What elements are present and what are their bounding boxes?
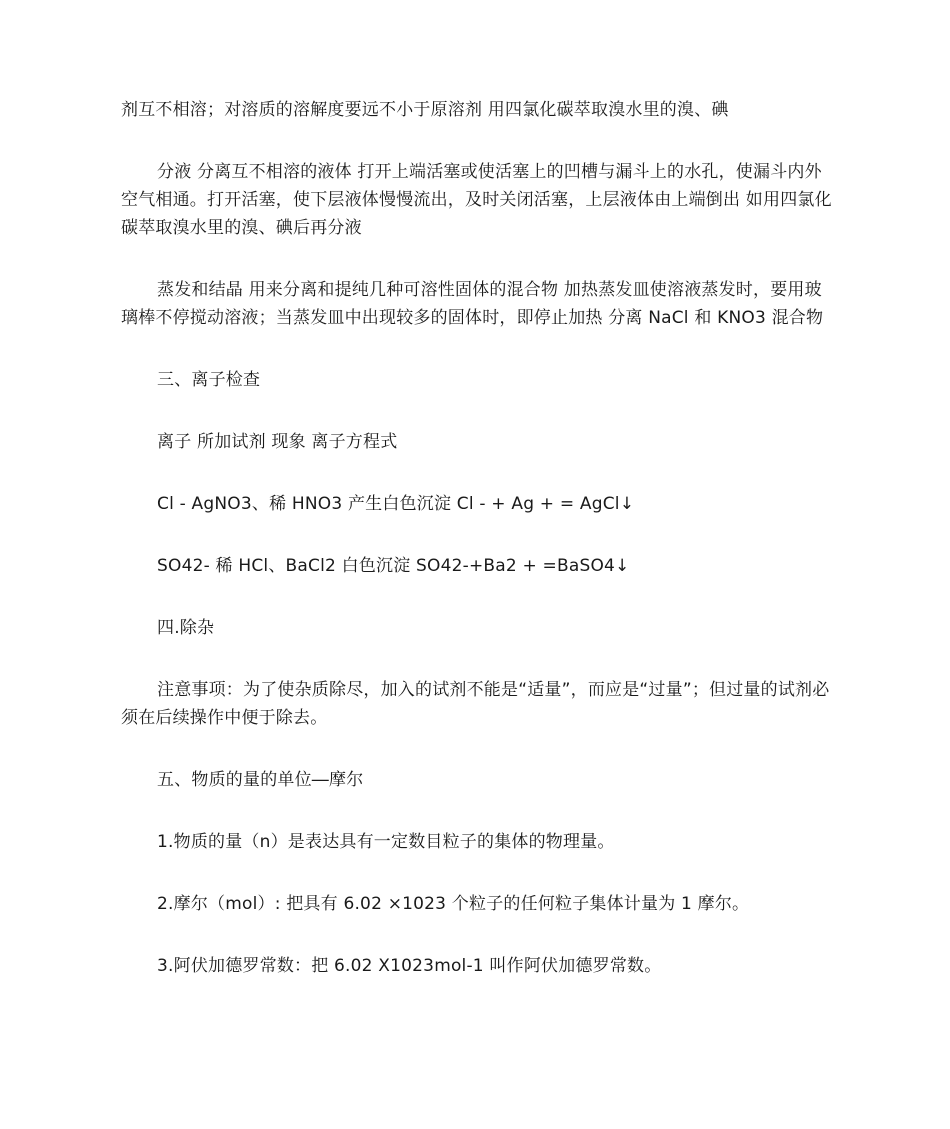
section-heading-mole: 五、物质的量的单位―摩尔 (157, 770, 364, 790)
paragraph-amount-of-substance: 1.物质的量（n）是表达具有一定数目粒子的集体的物理量。 (157, 832, 615, 852)
section-heading-ion-test: 三、离子检查 (157, 370, 261, 390)
section-heading-impurity-removal: 四.除杂 (157, 618, 215, 638)
ion-table-header: 离子 所加试剂 现象 离子方程式 (157, 432, 398, 452)
document-page (121, 96, 833, 1014)
paragraph-avogadro-constant: 3.阿伏加德罗常数：把 6.02 X1023mol-1 叫作阿伏加德罗常数。 (157, 956, 662, 976)
ion-row-chloride: Cl - AgNO3、稀 HNO3 产生白色沉淀 Cl - + Ag + = AgCl↓ (157, 494, 635, 514)
paragraph-impurity-notes: 注意事项：为了使杂质除尽，加入的试剂不能是“适量”，而应是“过量”；但过量的试剂必须在后续操作中便于除去。 (121, 680, 830, 728)
paragraph-evaporation-crystallization: 蒸发和结晶 用来分离和提纯几种可溶性固体的混合物 加热蒸发皿使溶液蒸发时，要用玻璃棒不停搅动溶液；当蒸发皿中出现较多的固体时，即停止加热 分离 NaCl 和 KNO3 混合物 (121, 280, 824, 328)
paragraph-mole-definition: 2.摩尔（mol）: 把具有 6.02 ×1023 个粒子的任何粒子集体计量为 1 摩尔。 (157, 894, 750, 914)
paragraph-separatory-funnel: 分液 分离互不相溶的液体 打开上端活塞或使活塞上的凹槽与漏斗上的水孔，使漏斗内外空气相通。打开活塞，使下层液体慢慢流出，及时关闭活塞，上层液体由上端倒出 如用四氯化碳萃取溴水里的溴、碘后再分液 (121, 162, 832, 238)
ion-row-sulfate: SO42- 稀 HCl、BaCl2 白色沉淀 SO42-+Ba2 + =BaSO4↓ (157, 556, 630, 576)
paragraph-extraction-continued: 剂互不相溶；对溶质的溶解度要远不小于原溶剂 用四氯化碳萃取溴水里的溴、碘 (121, 100, 729, 120)
